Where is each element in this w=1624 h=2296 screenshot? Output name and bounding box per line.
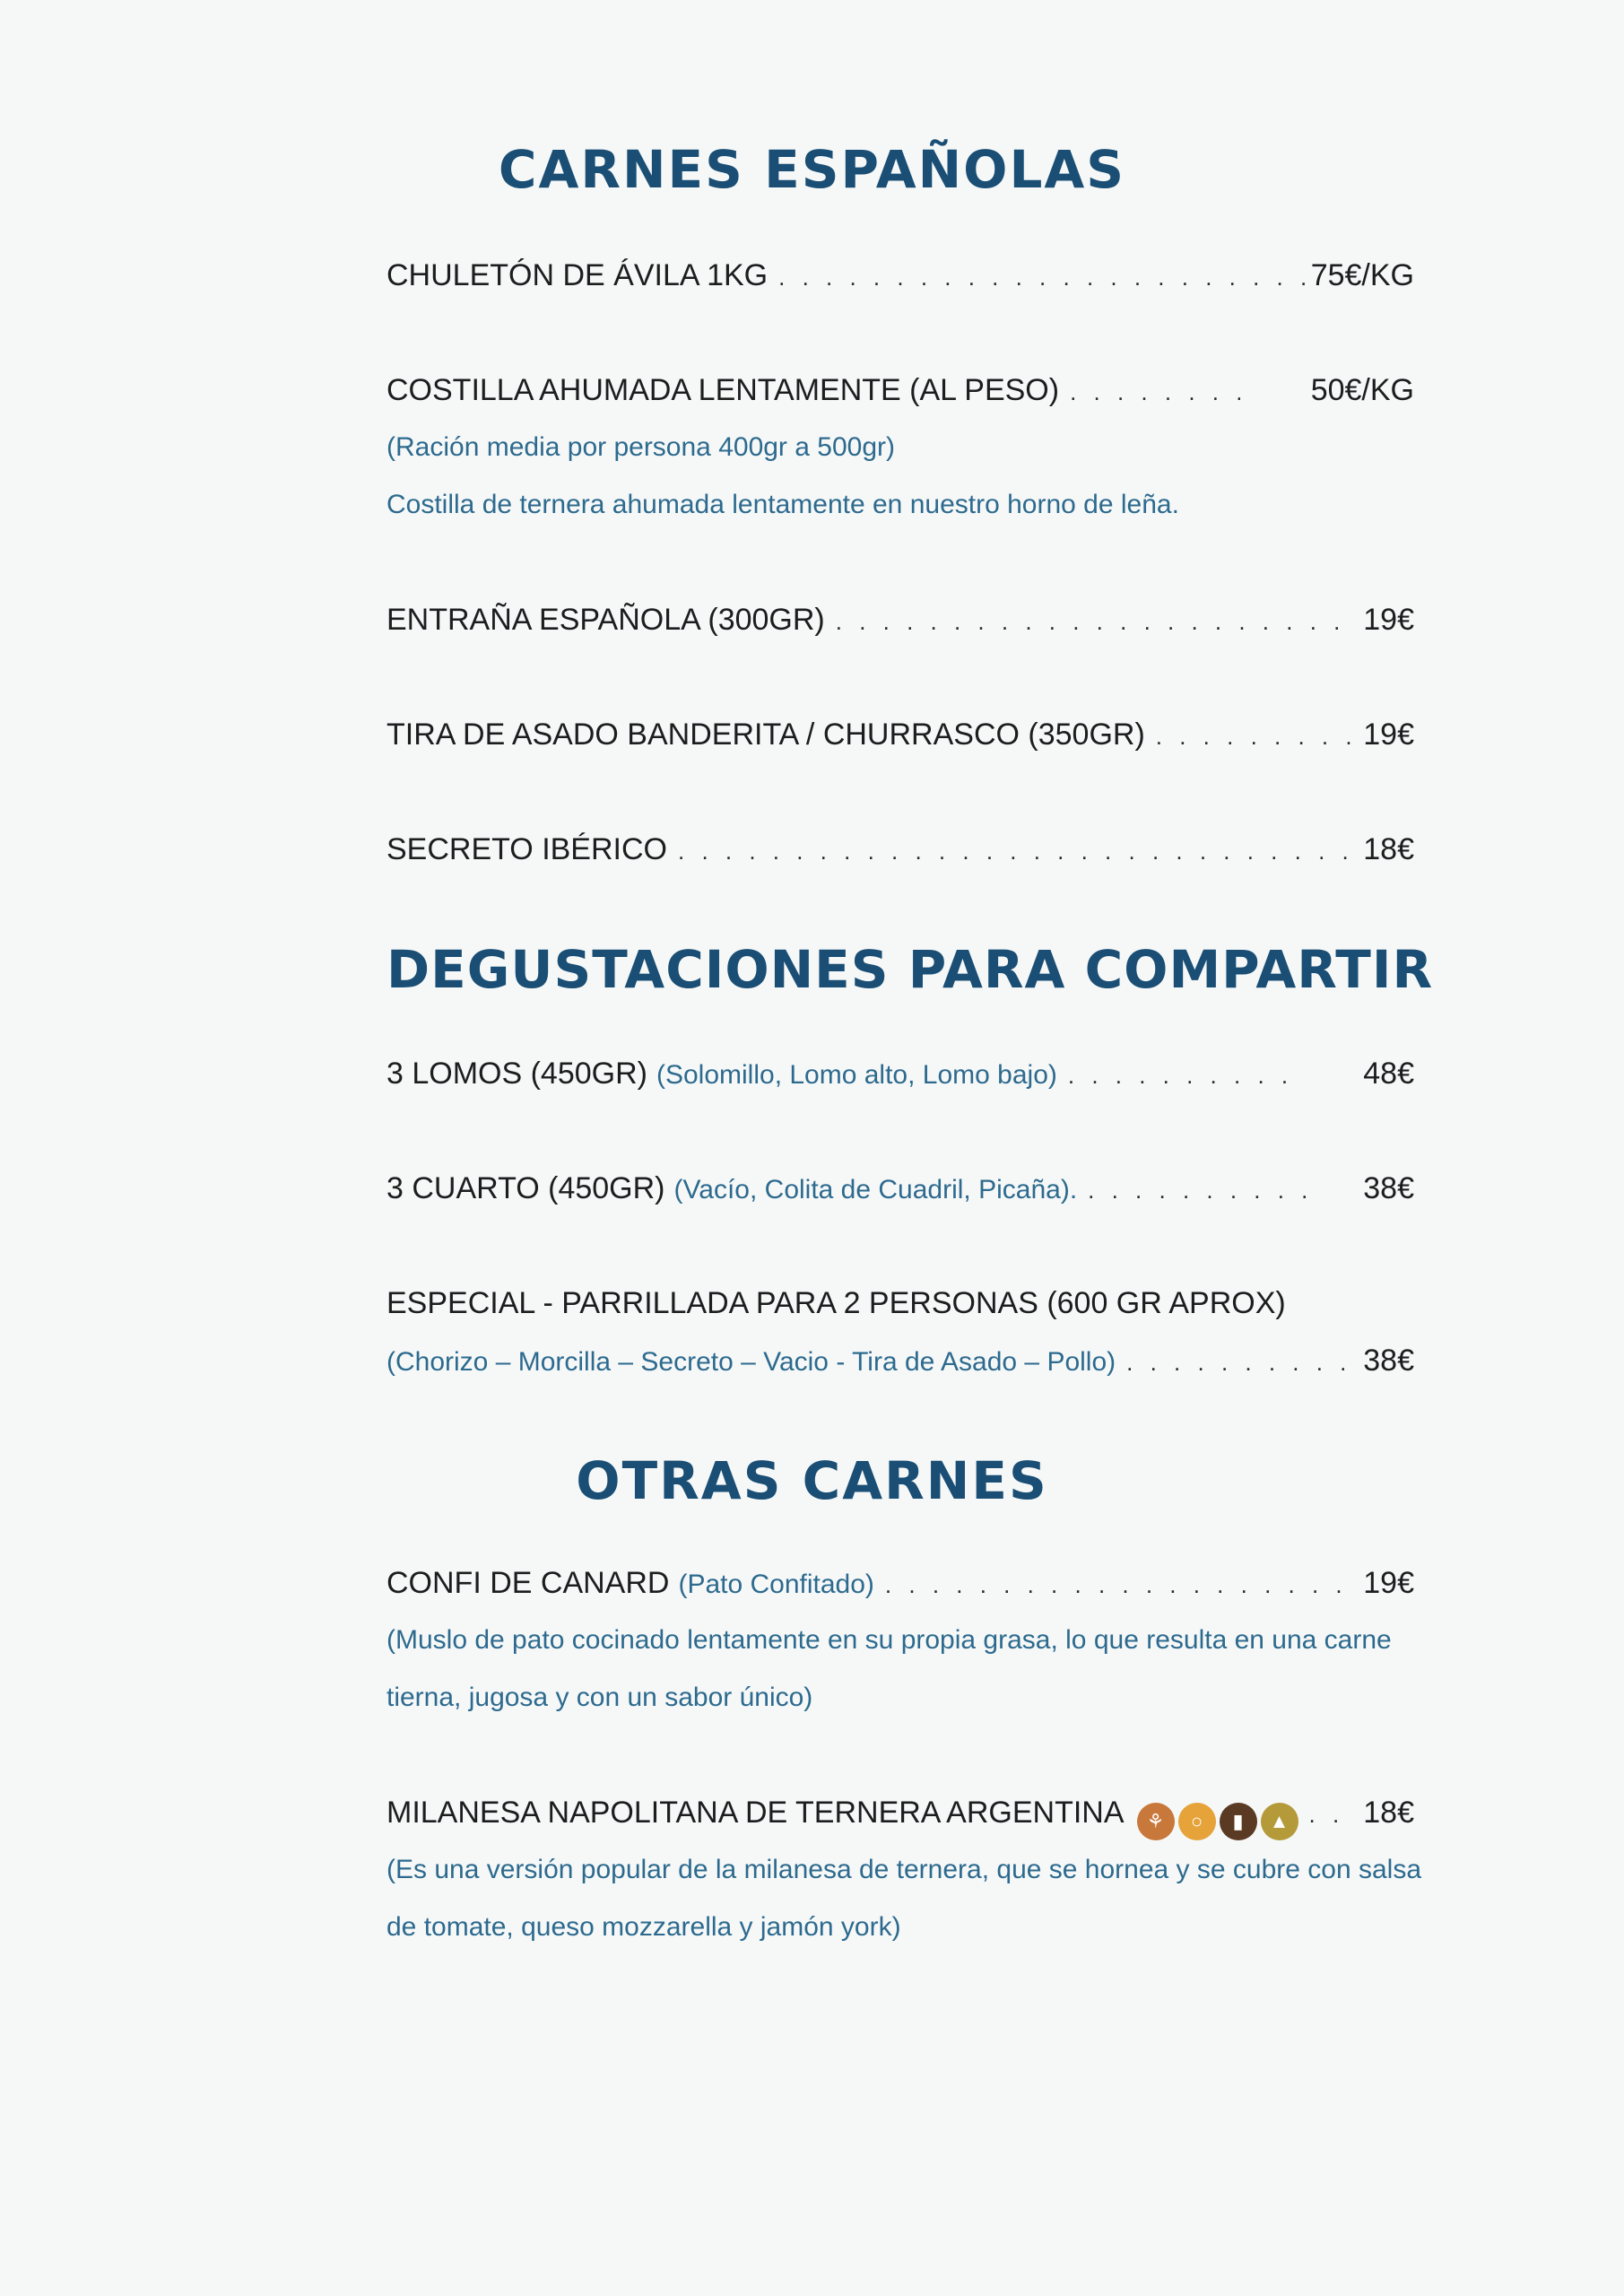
menu-item-entrana <box>386 604 1414 635</box>
egg-icon: ○ <box>1178 1803 1216 1840</box>
item-name: COSTILLA AHUMADA LENTAMENTE (AL PESO) <box>386 373 1060 407</box>
item-name: ESPECIAL - PARRILLADA PARA 2 PERSONAS (600 GR APROX) <box>386 1286 1286 1320</box>
item-price: 38€ <box>1363 1344 1414 1378</box>
item-price: 50€/KG <box>1310 373 1414 407</box>
dot-leader <box>836 610 1359 633</box>
item-name: MILANESA NAPOLITANA DE TERNERA ARGENTINA <box>386 1796 1125 1830</box>
item-description: Costilla de ternera ahumada lentamente en nuestro horno de leña. <box>386 490 1179 519</box>
item-price: 38€ <box>1363 1171 1414 1205</box>
dot-leader <box>1309 1803 1359 1826</box>
menu-item-3-cuarto <box>386 1173 1414 1204</box>
menu-item-costilla <box>386 375 1414 405</box>
menu-item-3-lomos <box>386 1058 1414 1089</box>
item-name: 3 LOMOS (450GR) <box>386 1057 647 1091</box>
dot-leader <box>1068 1064 1301 1087</box>
dot-leader <box>1126 1351 1358 1374</box>
item-name: CHULETÓN DE ÁVILA 1KG <box>386 258 769 292</box>
item-description: tierna, jugosa y con un sabor único) <box>386 1683 813 1712</box>
item-price: 19€ <box>1363 1566 1414 1600</box>
item-name: CONFI DE CANARD <box>386 1566 670 1600</box>
menu-item-chuleton <box>386 260 1414 291</box>
item-price: 18€ <box>1363 832 1414 866</box>
item-note: (Vacío, Colita de Cuadril, Picaña). <box>673 1175 1078 1205</box>
section-title-degustaciones: DEGUSTACIONES PARA COMPARTIR <box>386 939 1434 1000</box>
menu-item-milanesa <box>386 1797 1414 1835</box>
item-price: 48€ <box>1363 1057 1414 1091</box>
item-note: (Chorizo – Morcilla – Secreto – Vacio - Tira de Asado – Pollo) <box>386 1347 1116 1377</box>
item-description: (Muslo de pato cocinado lentamente en su propia grasa, lo que resulta en una carne <box>386 1625 1392 1655</box>
mustard-icon: ▲ <box>1261 1803 1298 1840</box>
dot-leader <box>1070 380 1240 404</box>
menu-item-secreto-iberico <box>386 834 1414 865</box>
milk-icon: ▮ <box>1220 1803 1257 1840</box>
item-description: (Es una versión popular de la milanesa de ternera, que se hornea y se cubre con salsa <box>386 1855 1422 1884</box>
item-price: 18€ <box>1363 1796 1414 1830</box>
item-name: SECRETO IBÉRICO <box>386 832 667 866</box>
dot-leader <box>678 839 1358 863</box>
menu-item-tira-de-asado <box>386 719 1414 750</box>
section-title-carnes-espanolas: CARNES ESPAÑOLAS <box>498 139 1126 200</box>
section-title-otras-carnes: OTRAS CARNES <box>576 1450 1048 1511</box>
item-name: ENTRAÑA ESPAÑOLA (300GR) <box>386 603 825 637</box>
item-note: (Solomillo, Lomo alto, Lomo bajo) <box>656 1060 1057 1090</box>
item-price: 19€ <box>1363 718 1414 752</box>
dot-leader <box>1156 725 1358 748</box>
menu-item-confi-de-canard <box>386 1568 1414 1598</box>
item-price: 75€/KG <box>1310 258 1414 292</box>
dot-leader <box>1088 1178 1321 1202</box>
menu-item-parrillada-detail <box>386 1345 1414 1376</box>
item-description: (Ración media por persona 400gr a 500gr) <box>386 432 895 462</box>
gluten-icon: ⚘ <box>1137 1803 1175 1840</box>
item-price: 19€ <box>1363 603 1414 637</box>
item-name: 3 CUARTO (450GR) <box>386 1171 665 1205</box>
dot-leader <box>778 265 1306 289</box>
item-note: (Pato Confitado) <box>678 1570 874 1599</box>
allergen-icons <box>1137 1797 1298 1835</box>
menu-item-parrillada <box>386 1288 1414 1318</box>
item-name: TIRA DE ASADO BANDERITA / CHURRASCO (350GR) <box>386 718 1145 752</box>
item-description: de tomate, queso mozzarella y jamón york) <box>386 1912 901 1942</box>
dot-leader <box>885 1573 1358 1596</box>
